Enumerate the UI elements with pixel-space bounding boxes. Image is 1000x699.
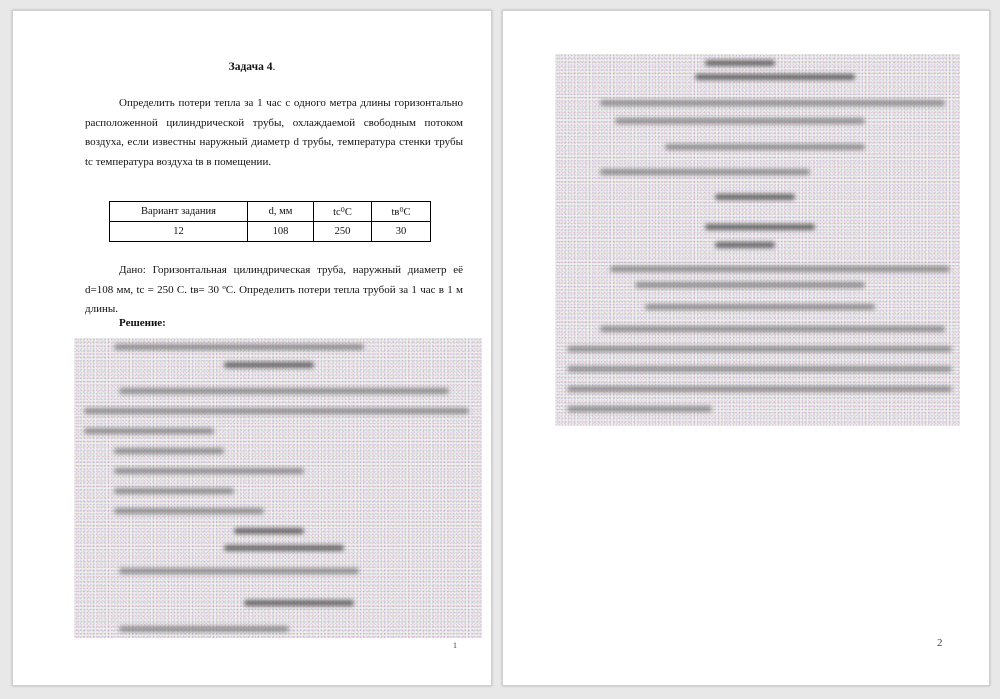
table-row xyxy=(110,222,431,242)
given-statement: Дано: Горизонтальная цилиндрическая труба, наружный диаметр её d=108 мм, tс = 250 С. tв= 30 ºС. Определить потери тепла трубой за 1 час в 1 м длины. xyxy=(85,264,463,315)
table-header-row xyxy=(110,202,431,222)
table-cell: 12 xyxy=(110,222,248,242)
table-cell: 250 xyxy=(314,222,372,242)
header-cell: tв⁰С xyxy=(372,202,431,222)
task-title: Задача 4. xyxy=(228,61,276,73)
variant-table xyxy=(109,201,431,242)
blurred-solution-block xyxy=(74,338,482,638)
task-statement: Определить потери тепла за 1 час с одного метра длины горизонтально расположенной цилиндрической трубы, охлаждаемой свободным потоком воздуха, если известны наружный диаметр d трубы, температура стенки трубы tс температура воздуха tв в помещении. xyxy=(85,97,463,168)
document-page-2 xyxy=(502,10,990,686)
page-number: 1 xyxy=(453,641,457,650)
table-cell: 108 xyxy=(248,222,314,242)
blurred-solution-block xyxy=(555,54,960,426)
header-cell: tс⁰С xyxy=(314,202,372,222)
page-number: 2 xyxy=(937,637,943,649)
table-cell: 30 xyxy=(372,222,431,242)
document-page-1 xyxy=(12,10,492,686)
header-cell: d, мм xyxy=(248,202,314,222)
solution-heading: Решение: xyxy=(119,317,166,329)
header-cell: Вариант задания xyxy=(110,202,248,222)
